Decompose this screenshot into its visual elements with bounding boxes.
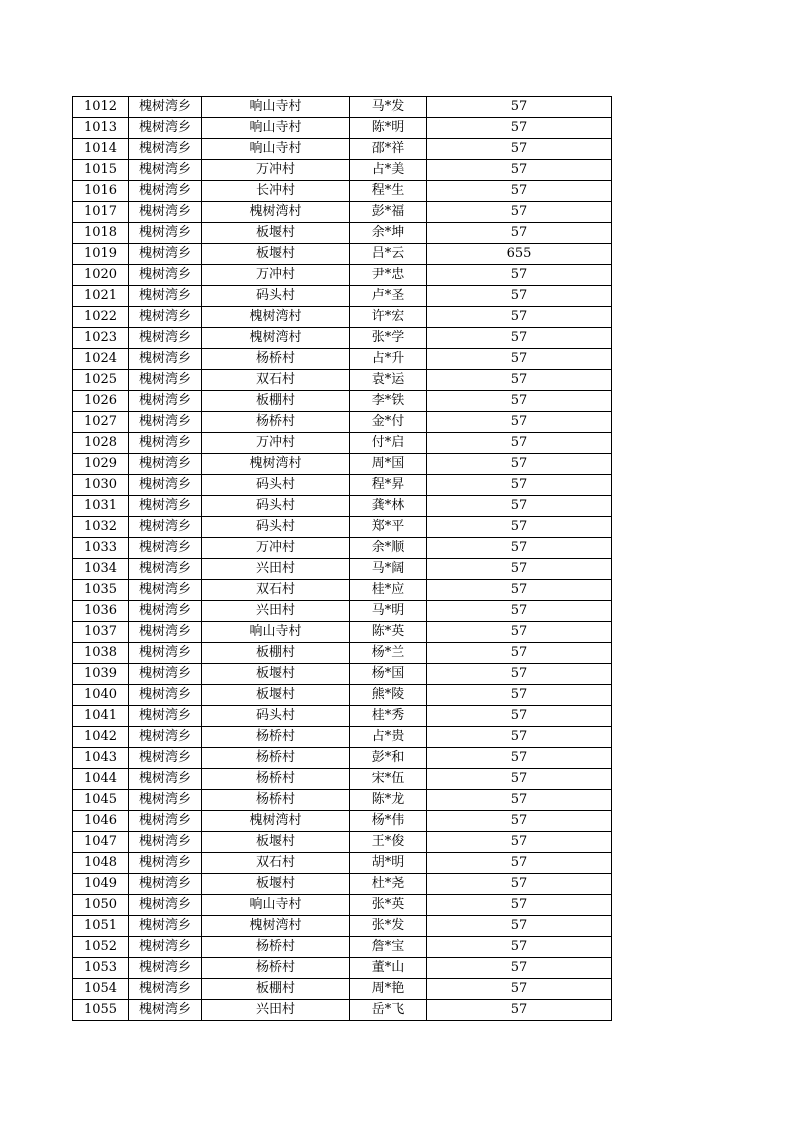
row-number-cell: 1053: [73, 958, 129, 979]
row-number-cell: 1055: [73, 1000, 129, 1021]
village-cell: 槐树湾村: [202, 811, 350, 832]
township-cell: 槐树湾乡: [129, 454, 202, 475]
amount-cell: 57: [427, 433, 612, 454]
township-cell: 槐树湾乡: [129, 685, 202, 706]
row-number-cell: 1046: [73, 811, 129, 832]
person-name-cell: 占*升: [350, 349, 427, 370]
person-name-cell: 胡*明: [350, 853, 427, 874]
row-number-cell: 1044: [73, 769, 129, 790]
township-cell: 槐树湾乡: [129, 433, 202, 454]
village-cell: 板堰村: [202, 874, 350, 895]
village-cell: 响山寺村: [202, 622, 350, 643]
row-number-cell: 1015: [73, 160, 129, 181]
township-cell: 槐树湾乡: [129, 223, 202, 244]
township-cell: 槐树湾乡: [129, 349, 202, 370]
table-row: [73, 832, 612, 853]
table-row: [73, 97, 612, 118]
row-number-cell: 1020: [73, 265, 129, 286]
amount-cell: 57: [427, 307, 612, 328]
person-name-cell: 桂*秀: [350, 706, 427, 727]
township-cell: 槐树湾乡: [129, 664, 202, 685]
township-cell: 槐树湾乡: [129, 769, 202, 790]
village-cell: 兴田村: [202, 559, 350, 580]
amount-cell: 57: [427, 139, 612, 160]
township-cell: 槐树湾乡: [129, 181, 202, 202]
township-cell: 槐树湾乡: [129, 580, 202, 601]
township-cell: 槐树湾乡: [129, 559, 202, 580]
township-cell: 槐树湾乡: [129, 748, 202, 769]
table-row: [73, 790, 612, 811]
table-row: [73, 580, 612, 601]
person-name-cell: 宋*伍: [350, 769, 427, 790]
table-row: [73, 601, 612, 622]
table-row: [73, 265, 612, 286]
village-cell: 码头村: [202, 475, 350, 496]
table-row: [73, 979, 612, 1000]
village-cell: 双石村: [202, 580, 350, 601]
row-number-cell: 1037: [73, 622, 129, 643]
amount-cell: 57: [427, 853, 612, 874]
township-cell: 槐树湾乡: [129, 265, 202, 286]
township-cell: 槐树湾乡: [129, 307, 202, 328]
village-cell: 杨桥村: [202, 727, 350, 748]
village-cell: 杨桥村: [202, 748, 350, 769]
row-number-cell: 1031: [73, 496, 129, 517]
table-row: [73, 475, 612, 496]
amount-cell: 57: [427, 979, 612, 1000]
village-cell: 杨桥村: [202, 769, 350, 790]
table-row: [73, 160, 612, 181]
township-cell: 槐树湾乡: [129, 475, 202, 496]
amount-cell: 57: [427, 769, 612, 790]
person-name-cell: 郑*平: [350, 517, 427, 538]
township-cell: 槐树湾乡: [129, 958, 202, 979]
amount-cell: 57: [427, 790, 612, 811]
amount-cell: 57: [427, 160, 612, 181]
person-name-cell: 张*学: [350, 328, 427, 349]
township-cell: 槐树湾乡: [129, 832, 202, 853]
amount-cell: 57: [427, 958, 612, 979]
row-number-cell: 1048: [73, 853, 129, 874]
table-row: [73, 181, 612, 202]
table-row: [73, 937, 612, 958]
township-cell: 槐树湾乡: [129, 412, 202, 433]
village-cell: 码头村: [202, 496, 350, 517]
amount-cell: 57: [427, 811, 612, 832]
village-cell: 兴田村: [202, 601, 350, 622]
amount-cell: 57: [427, 937, 612, 958]
amount-cell: 57: [427, 685, 612, 706]
village-cell: 槐树湾村: [202, 454, 350, 475]
table-row: [73, 370, 612, 391]
table-row: [73, 412, 612, 433]
person-name-cell: 金*付: [350, 412, 427, 433]
village-cell: 响山寺村: [202, 895, 350, 916]
village-cell: 响山寺村: [202, 118, 350, 139]
village-cell: 万冲村: [202, 433, 350, 454]
table-row: [73, 958, 612, 979]
person-name-cell: 杜*尧: [350, 874, 427, 895]
village-cell: 槐树湾村: [202, 202, 350, 223]
person-name-cell: 占*贵: [350, 727, 427, 748]
township-cell: 槐树湾乡: [129, 895, 202, 916]
amount-cell: 57: [427, 622, 612, 643]
village-cell: 杨桥村: [202, 349, 350, 370]
amount-cell: 57: [427, 286, 612, 307]
township-cell: 槐树湾乡: [129, 118, 202, 139]
row-number-cell: 1012: [73, 97, 129, 118]
row-number-cell: 1034: [73, 559, 129, 580]
row-number-cell: 1049: [73, 874, 129, 895]
table-row: [73, 517, 612, 538]
person-name-cell: 邵*祥: [350, 139, 427, 160]
person-name-cell: 付*启: [350, 433, 427, 454]
row-number-cell: 1018: [73, 223, 129, 244]
person-name-cell: 周*艳: [350, 979, 427, 1000]
township-cell: 槐树湾乡: [129, 706, 202, 727]
township-cell: 槐树湾乡: [129, 517, 202, 538]
township-cell: 槐树湾乡: [129, 538, 202, 559]
person-name-cell: 陈*龙: [350, 790, 427, 811]
village-cell: 板堰村: [202, 832, 350, 853]
township-cell: 槐树湾乡: [129, 811, 202, 832]
township-cell: 槐树湾乡: [129, 979, 202, 1000]
village-cell: 槐树湾村: [202, 307, 350, 328]
amount-cell: 57: [427, 895, 612, 916]
village-cell: 板棚村: [202, 391, 350, 412]
table-row: [73, 286, 612, 307]
row-number-cell: 1028: [73, 433, 129, 454]
row-number-cell: 1038: [73, 643, 129, 664]
amount-cell: 57: [427, 1000, 612, 1021]
person-name-cell: 桂*应: [350, 580, 427, 601]
village-cell: 万冲村: [202, 160, 350, 181]
row-number-cell: 1033: [73, 538, 129, 559]
row-number-cell: 1041: [73, 706, 129, 727]
row-number-cell: 1036: [73, 601, 129, 622]
person-name-cell: 张*英: [350, 895, 427, 916]
village-cell: 板堰村: [202, 664, 350, 685]
township-cell: 槐树湾乡: [129, 202, 202, 223]
table-row: [73, 139, 612, 160]
village-cell: 板堰村: [202, 244, 350, 265]
township-cell: 槐树湾乡: [129, 643, 202, 664]
row-number-cell: 1045: [73, 790, 129, 811]
person-name-cell: 马*阔: [350, 559, 427, 580]
village-cell: 板棚村: [202, 979, 350, 1000]
table-row: [73, 559, 612, 580]
row-number-cell: 1030: [73, 475, 129, 496]
amount-cell: 57: [427, 181, 612, 202]
table-row: [73, 811, 612, 832]
amount-cell: 57: [427, 517, 612, 538]
amount-cell: 57: [427, 664, 612, 685]
person-name-cell: 马*发: [350, 97, 427, 118]
table-row: [73, 748, 612, 769]
row-number-cell: 1051: [73, 916, 129, 937]
row-number-cell: 1039: [73, 664, 129, 685]
amount-cell: 57: [427, 475, 612, 496]
person-name-cell: 袁*运: [350, 370, 427, 391]
row-number-cell: 1014: [73, 139, 129, 160]
row-number-cell: 1054: [73, 979, 129, 1000]
person-name-cell: 许*宏: [350, 307, 427, 328]
row-number-cell: 1042: [73, 727, 129, 748]
person-name-cell: 张*发: [350, 916, 427, 937]
amount-cell: 57: [427, 727, 612, 748]
township-cell: 槐树湾乡: [129, 370, 202, 391]
village-cell: 槐树湾村: [202, 916, 350, 937]
amount-cell: 57: [427, 874, 612, 895]
amount-cell: 57: [427, 832, 612, 853]
table-row: [73, 1000, 612, 1021]
township-cell: 槐树湾乡: [129, 139, 202, 160]
amount-cell: 57: [427, 643, 612, 664]
table-row: [73, 433, 612, 454]
township-cell: 槐树湾乡: [129, 244, 202, 265]
table-row: [73, 223, 612, 244]
row-number-cell: 1035: [73, 580, 129, 601]
person-name-cell: 程*昇: [350, 475, 427, 496]
township-cell: 槐树湾乡: [129, 496, 202, 517]
table-row: [73, 685, 612, 706]
person-name-cell: 彭*和: [350, 748, 427, 769]
table-row: [73, 391, 612, 412]
township-cell: 槐树湾乡: [129, 160, 202, 181]
village-cell: 杨桥村: [202, 937, 350, 958]
table-row: [73, 895, 612, 916]
amount-cell: 57: [427, 265, 612, 286]
row-number-cell: 1019: [73, 244, 129, 265]
table-row: [73, 202, 612, 223]
person-name-cell: 吕*云: [350, 244, 427, 265]
person-name-cell: 尹*忠: [350, 265, 427, 286]
row-number-cell: 1024: [73, 349, 129, 370]
person-name-cell: 占*美: [350, 160, 427, 181]
table-row: [73, 328, 612, 349]
table-row: [73, 244, 612, 265]
township-cell: 槐树湾乡: [129, 853, 202, 874]
township-cell: 槐树湾乡: [129, 391, 202, 412]
amount-cell: 57: [427, 328, 612, 349]
village-cell: 杨桥村: [202, 958, 350, 979]
village-cell: 板堰村: [202, 685, 350, 706]
row-number-cell: 1032: [73, 517, 129, 538]
amount-cell: 57: [427, 391, 612, 412]
township-cell: 槐树湾乡: [129, 727, 202, 748]
person-name-cell: 陈*明: [350, 118, 427, 139]
amount-cell: 57: [427, 601, 612, 622]
person-name-cell: 杨*兰: [350, 643, 427, 664]
row-number-cell: 1027: [73, 412, 129, 433]
amount-cell: 57: [427, 202, 612, 223]
person-name-cell: 王*俊: [350, 832, 427, 853]
village-cell: 槐树湾村: [202, 328, 350, 349]
amount-cell: 57: [427, 97, 612, 118]
township-cell: 槐树湾乡: [129, 286, 202, 307]
row-number-cell: 1029: [73, 454, 129, 475]
person-name-cell: 熊*陵: [350, 685, 427, 706]
person-name-cell: 岳*飞: [350, 1000, 427, 1021]
township-cell: 槐树湾乡: [129, 874, 202, 895]
township-cell: 槐树湾乡: [129, 328, 202, 349]
person-name-cell: 李*铁: [350, 391, 427, 412]
table-row: [73, 349, 612, 370]
person-name-cell: 杨*国: [350, 664, 427, 685]
row-number-cell: 1047: [73, 832, 129, 853]
table-row: [73, 307, 612, 328]
table-row: [73, 853, 612, 874]
township-cell: 槐树湾乡: [129, 1000, 202, 1021]
amount-cell: 57: [427, 454, 612, 475]
amount-cell: 655: [427, 244, 612, 265]
township-cell: 槐树湾乡: [129, 601, 202, 622]
data-table: [72, 96, 612, 1021]
row-number-cell: 1016: [73, 181, 129, 202]
amount-cell: 57: [427, 580, 612, 601]
row-number-cell: 1043: [73, 748, 129, 769]
amount-cell: 57: [427, 118, 612, 139]
amount-cell: 57: [427, 412, 612, 433]
table-row: [73, 118, 612, 139]
township-cell: 槐树湾乡: [129, 97, 202, 118]
row-number-cell: 1026: [73, 391, 129, 412]
person-name-cell: 程*生: [350, 181, 427, 202]
village-cell: 响山寺村: [202, 139, 350, 160]
village-cell: 双石村: [202, 853, 350, 874]
amount-cell: 57: [427, 349, 612, 370]
village-cell: 万冲村: [202, 265, 350, 286]
village-cell: 码头村: [202, 286, 350, 307]
row-number-cell: 1025: [73, 370, 129, 391]
amount-cell: 57: [427, 223, 612, 244]
row-number-cell: 1052: [73, 937, 129, 958]
person-name-cell: 卢*圣: [350, 286, 427, 307]
table-body: [73, 97, 612, 1021]
row-number-cell: 1013: [73, 118, 129, 139]
village-cell: 码头村: [202, 706, 350, 727]
row-number-cell: 1022: [73, 307, 129, 328]
person-name-cell: 余*顺: [350, 538, 427, 559]
person-name-cell: 龚*林: [350, 496, 427, 517]
table-row: [73, 454, 612, 475]
village-cell: 兴田村: [202, 1000, 350, 1021]
table-row: [73, 916, 612, 937]
table-row: [73, 664, 612, 685]
row-number-cell: 1040: [73, 685, 129, 706]
row-number-cell: 1050: [73, 895, 129, 916]
row-number-cell: 1021: [73, 286, 129, 307]
amount-cell: 57: [427, 538, 612, 559]
village-cell: 响山寺村: [202, 97, 350, 118]
amount-cell: 57: [427, 916, 612, 937]
person-name-cell: 彭*福: [350, 202, 427, 223]
table-row: [73, 538, 612, 559]
table-row: [73, 496, 612, 517]
amount-cell: 57: [427, 370, 612, 391]
village-cell: 杨桥村: [202, 790, 350, 811]
township-cell: 槐树湾乡: [129, 937, 202, 958]
table-row: [73, 643, 612, 664]
table-row: [73, 622, 612, 643]
person-name-cell: 詹*宝: [350, 937, 427, 958]
village-cell: 长冲村: [202, 181, 350, 202]
village-cell: 板棚村: [202, 643, 350, 664]
amount-cell: 57: [427, 748, 612, 769]
village-cell: 板堰村: [202, 223, 350, 244]
person-name-cell: 陈*英: [350, 622, 427, 643]
township-cell: 槐树湾乡: [129, 622, 202, 643]
person-name-cell: 余*坤: [350, 223, 427, 244]
township-cell: 槐树湾乡: [129, 790, 202, 811]
person-name-cell: 杨*伟: [350, 811, 427, 832]
table-row: [73, 769, 612, 790]
table-row: [73, 874, 612, 895]
village-cell: 万冲村: [202, 538, 350, 559]
village-cell: 双石村: [202, 370, 350, 391]
table-row: [73, 727, 612, 748]
township-cell: 槐树湾乡: [129, 916, 202, 937]
table-row: [73, 706, 612, 727]
village-cell: 杨桥村: [202, 412, 350, 433]
row-number-cell: 1023: [73, 328, 129, 349]
person-name-cell: 董*山: [350, 958, 427, 979]
amount-cell: 57: [427, 496, 612, 517]
person-name-cell: 马*明: [350, 601, 427, 622]
row-number-cell: 1017: [73, 202, 129, 223]
amount-cell: 57: [427, 559, 612, 580]
person-name-cell: 周*国: [350, 454, 427, 475]
amount-cell: 57: [427, 706, 612, 727]
village-cell: 码头村: [202, 517, 350, 538]
